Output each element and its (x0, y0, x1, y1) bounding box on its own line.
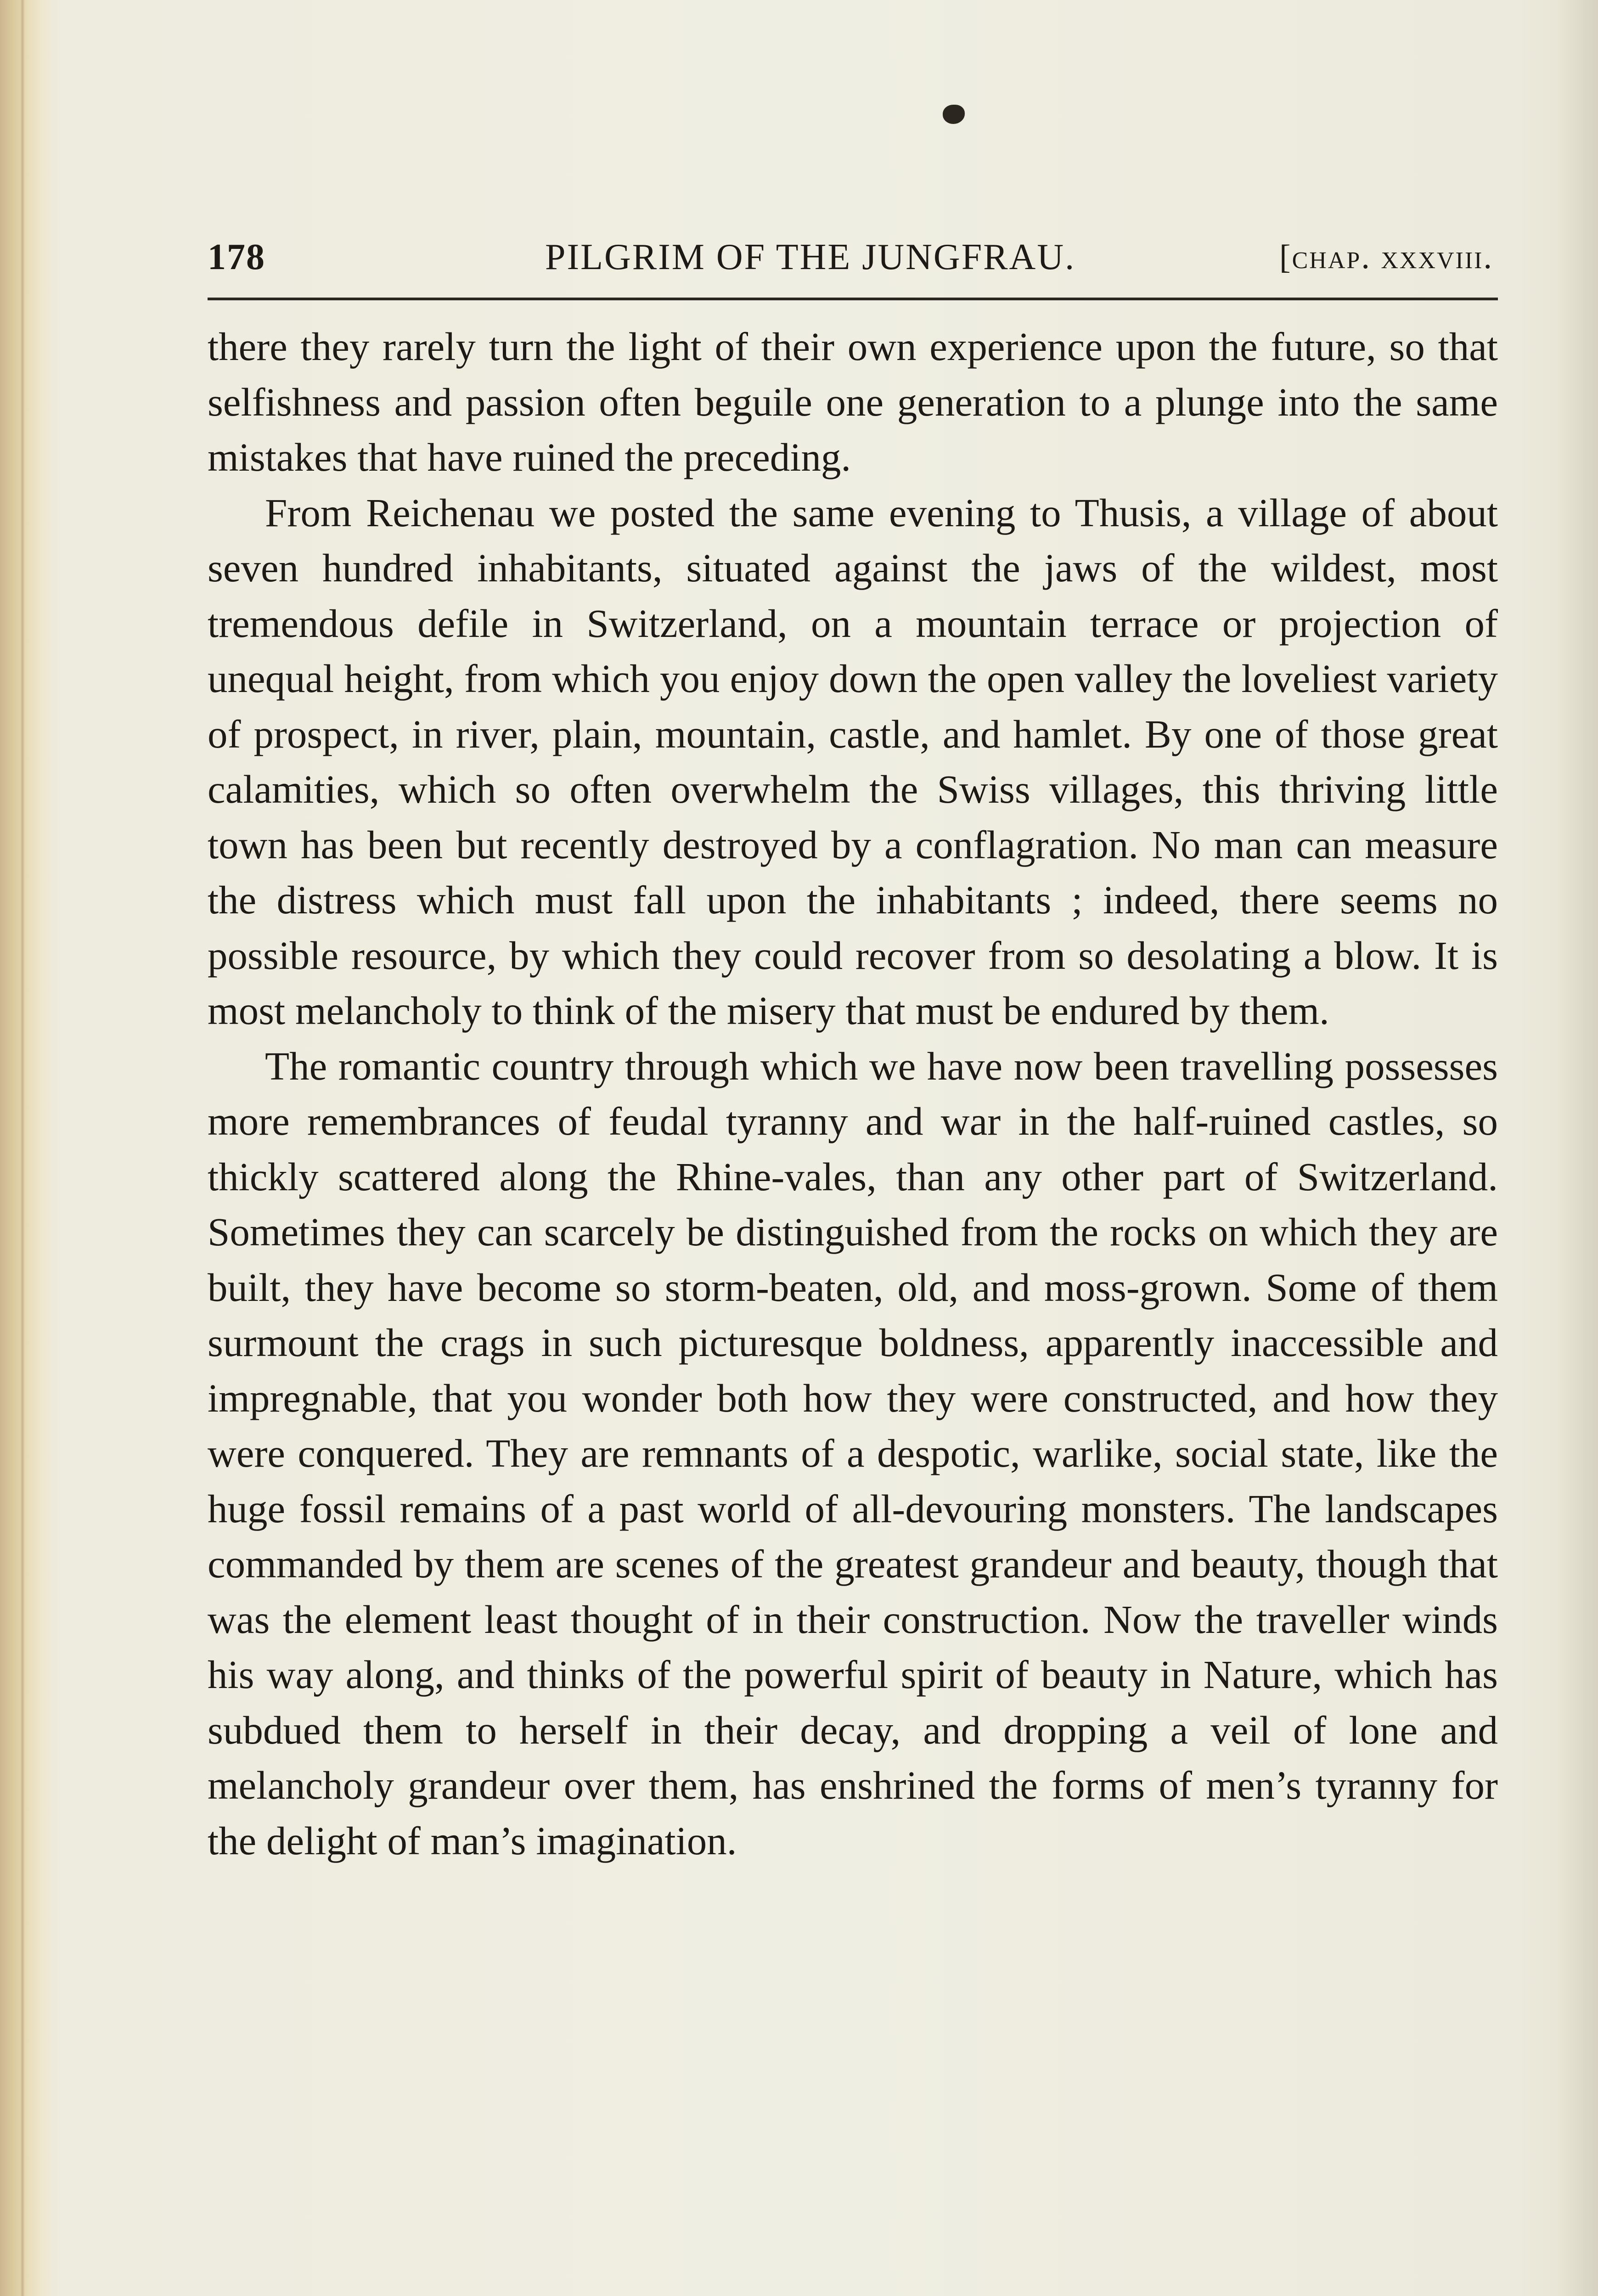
chapter-reference: [chap. xxxviii. (1279, 238, 1493, 276)
running-title: PILGRIM OF THE JUNGFRAU. (545, 237, 1076, 277)
page-number: 178 (208, 237, 265, 277)
running-header (208, 232, 1498, 282)
binding-crease (20, 0, 25, 2296)
header-rule (208, 298, 1498, 300)
paragraph-castles: The romantic country through which we have now been travelling possesses more remembrances of feudal tyranny and war in the half-ruined castles, so thickly scattered along the Rhine-vales, than any other part of Switzerland. Sometimes they can scarcely be distinguished from the rocks on which they are built, they have become so storm-beaten, old, and moss-grown. Some of them surmount the crags in such picturesque boldness, apparently inaccessible and impregnable, that you wonder both how they were constructed, and how they were conquered. They are remnants of a despotic, warlike, social state, like the huge fossil remains of a past world of all-devouring monsters. The landscapes commanded by them are scenes of the greatest grandeur and beauty, though that was the element least thought of in their construction. Now the traveller winds his way along, and thinks of the powerful spirit of beauty in Nature, which has subdued them to herself in their decay, and dropping a veil of lone and melancholy grandeur over them, has enshrined the forms of men’s tyranny for the delight of man’s imagination. (208, 1043, 1498, 1863)
ink-blot (943, 105, 965, 124)
binding-gutter (0, 0, 53, 2296)
page-edge-shadow (1557, 0, 1598, 2296)
paragraph-thusis: From Reichenau we posted the same evening to Thusis, a village of about seven hundred inhabitants, situated against the jaws of the wildest, most tremendous defile in Switzerland, on a mountain terrace or projection of unequal height, from which you enjoy down the open valley the loveliest variety of prospect, in river, plain, mountain, castle, and hamlet. By one of those great calamities, which so often overwhelm the Swiss villages, this thriving little town has been but recently destroyed by a conflagration. No man can measure the distress which must fall upon the inhabitants ; indeed, there seems no possible resource, by which they could recover from so desolating a blow. It is most melancholy to think of the misery that must be endured by them. (208, 490, 1498, 1033)
body-text (208, 319, 1498, 1868)
paragraph-continued: there they rarely turn the light of their own experience upon the future, so that selfishness and passion often beguile one generation to a plunge into the same mistakes that have ruined the preceding. (208, 324, 1498, 479)
